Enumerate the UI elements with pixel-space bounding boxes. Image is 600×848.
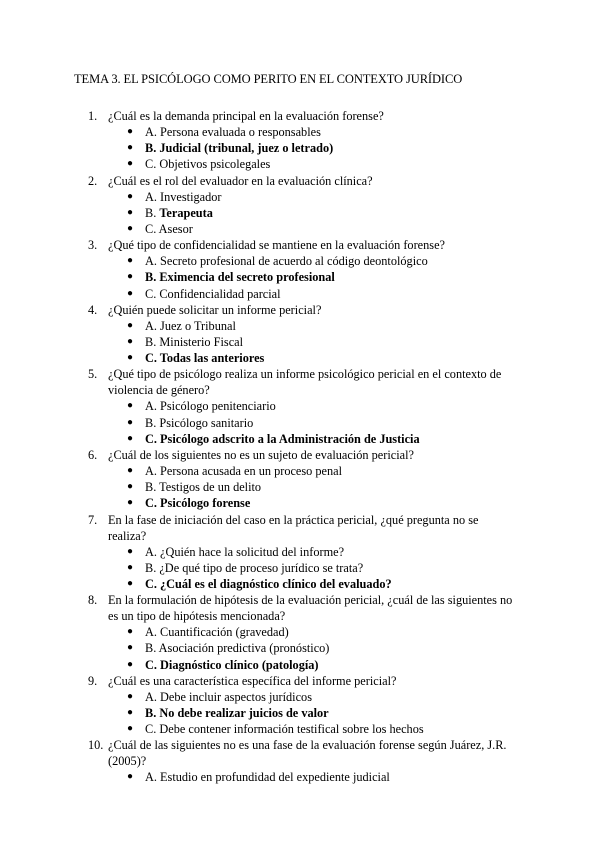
option-text: C. Psicólogo forense [145, 496, 251, 511]
option-text: B. No debe realizar juicios de valor [145, 706, 329, 721]
option-item [0, 189, 600, 205]
bullet-icon: ● [127, 578, 134, 590]
option-text: B. Psicólogo sanitario [145, 415, 254, 430]
bullet-icon: ● [127, 223, 134, 235]
option-item [0, 334, 600, 350]
question-text: En la formulación de hipótesis de la evaluación pericial, ¿cuál de las siguientes no es un tipo de hipótesis mencionada? [108, 593, 513, 624]
option-text: B. Asociación predictiva (pronóstico) [145, 641, 330, 656]
bullet-icon: ● [127, 190, 134, 202]
option-text: C. ¿Cuál es el diagnóstico clínico del evaluado? [145, 577, 392, 592]
question-item [0, 512, 600, 593]
option-text: A. ¿Quién hace la solicitud del informe? [145, 544, 345, 559]
option-item-correct [0, 350, 600, 366]
option-item [0, 560, 600, 576]
option-item-correct [0, 205, 600, 221]
question-text: ¿Cuál de los siguientes no es un sujeto de evaluación pericial? [108, 448, 414, 463]
option-list [0, 689, 600, 738]
question-text: ¿Quién puede solicitar un informe pericial? [108, 302, 322, 317]
option-item-correct [0, 431, 600, 447]
bullet-icon: ● [127, 771, 134, 783]
option-text: C. Objetivos psicolegales [145, 157, 271, 172]
bullet-icon: ● [127, 642, 134, 654]
option-item [0, 415, 600, 431]
option-text: B. Ministerio Fiscal [145, 335, 244, 350]
option-text: B. ¿De qué tipo de proceso jurídico se trata? [145, 560, 364, 575]
question-number: 4. [88, 302, 98, 317]
page-title: TEMA 3. EL PSICÓLOGO COMO PERITO EN EL CONTEXTO JURÍDICO [74, 72, 463, 86]
question-number: 2. [88, 173, 98, 188]
option-item [0, 479, 600, 495]
question-number: 8. [88, 593, 98, 608]
option-list [0, 463, 600, 512]
option-list [0, 398, 600, 447]
option-text: B. Eximencia del secreto profesional [145, 270, 335, 285]
bullet-icon: ● [127, 142, 134, 154]
bullet-icon: ● [127, 690, 134, 702]
option-text: A. Estudio en profundidad del expediente judicial [145, 770, 390, 785]
question-text: ¿Cuál es el rol del evaluador en la evaluación clínica? [108, 173, 373, 188]
option-text: A. Debe incluir aspectos jurídicos [145, 689, 312, 704]
question-number: 10. [88, 738, 104, 753]
option-list [0, 318, 600, 367]
option-text: A. Cuantificación (gravedad) [145, 625, 289, 640]
question-text: ¿Qué tipo de confidencialidad se mantiene en la evaluación forense? [108, 238, 445, 253]
bullet-icon: ● [127, 481, 134, 493]
bullet-icon: ● [127, 626, 134, 638]
option-text: C. Asesor [145, 222, 193, 237]
question-text: En la fase de iniciación del caso en la práctica pericial, ¿qué pregunta no se realiza? [108, 512, 479, 543]
option-item [0, 398, 600, 414]
option-text: A. Persona acusada en un proceso penal [145, 464, 343, 479]
option-text: C. Debe contener información testifical sobre los hechos [145, 722, 424, 737]
bullet-icon: ● [127, 432, 134, 444]
option-list [0, 769, 600, 785]
question-item [0, 737, 600, 785]
bullet-icon: ● [127, 545, 134, 557]
option-item [0, 769, 600, 785]
option-item [0, 640, 600, 656]
question-number: 6. [88, 448, 98, 463]
question-item [0, 592, 600, 673]
option-text: C. Confidencialidad parcial [145, 286, 281, 301]
question-item [0, 302, 600, 367]
bullet-icon: ● [127, 658, 134, 670]
question-item [0, 237, 600, 302]
question-number: 1. [88, 109, 98, 123]
option-item-correct [0, 576, 600, 592]
bullet-icon: ● [127, 287, 134, 299]
question-item [0, 108, 600, 173]
option-item-correct [0, 657, 600, 673]
option-text: C. Todas las anteriores [145, 351, 265, 366]
question-item [0, 673, 600, 738]
option-item [0, 318, 600, 334]
option-text: A. Secreto profesional de acuerdo al código deontológico [145, 254, 428, 269]
option-text: A. Juez o Tribunal [145, 318, 236, 333]
option-item-correct [0, 269, 600, 285]
question-number: 3. [88, 238, 98, 253]
option-item [0, 544, 600, 560]
bullet-icon: ● [127, 206, 134, 218]
option-item [0, 721, 600, 737]
option-answer: Terapeuta [159, 205, 213, 220]
bullet-icon: ● [127, 416, 134, 428]
option-item [0, 124, 600, 140]
bullet-icon: ● [127, 271, 134, 283]
option-item [0, 689, 600, 705]
option-item-correct [0, 705, 600, 721]
question-item [0, 447, 600, 512]
option-item [0, 286, 600, 302]
option-text: A. Persona evaluada o responsables [145, 125, 321, 139]
option-list [0, 253, 600, 302]
option-list [0, 624, 600, 673]
question-text: ¿Cuál es la demanda principal en la evaluación forense? [108, 109, 384, 123]
option-text: B. Judicial (tribunal, juez o letrado) [145, 141, 334, 156]
question-text: ¿Cuál de las siguientes no es una fase de la evaluación forense según Juárez, J.R. (2005)? [108, 738, 507, 769]
option-prefix: B. [145, 205, 160, 220]
bullet-icon: ● [127, 465, 134, 477]
question-list [0, 108, 600, 786]
bullet-icon: ● [127, 336, 134, 348]
bullet-icon: ● [127, 400, 134, 412]
question-item [0, 366, 600, 447]
bullet-icon: ● [127, 723, 134, 735]
option-item [0, 253, 600, 269]
bullet-icon: ● [127, 255, 134, 267]
option-text: B. Testigos de un delito [145, 480, 262, 495]
bullet-icon: ● [127, 352, 134, 364]
bullet-icon: ● [127, 497, 134, 509]
option-text: A. Psicólogo penitenciario [145, 399, 276, 414]
option-item [0, 463, 600, 479]
question-number: 7. [88, 512, 98, 527]
option-text: C. Psicólogo adscrito a la Administración de Justicia [145, 431, 420, 446]
bullet-icon: ● [127, 126, 134, 137]
option-item-correct [0, 495, 600, 511]
question-text: ¿Qué tipo de psicólogo realiza un informe psicológico pericial en el contexto de violencia de género? [108, 367, 502, 398]
option-text: A. Investigador [145, 189, 222, 204]
question-item [0, 173, 600, 238]
option-item [0, 221, 600, 237]
bullet-icon: ● [127, 319, 134, 331]
option-item [0, 624, 600, 640]
option-list [0, 544, 600, 593]
option-item-correct [0, 140, 600, 156]
question-number: 5. [88, 367, 98, 382]
option-text: C. Diagnóstico clínico (patología) [145, 657, 319, 672]
question-text: ¿Cuál es una característica específica del informe pericial? [108, 673, 397, 688]
option-item [0, 156, 600, 172]
bullet-icon: ● [127, 158, 134, 170]
bullet-icon: ● [127, 707, 134, 719]
question-number: 9. [88, 673, 98, 688]
option-list [0, 124, 600, 173]
option-list [0, 189, 600, 238]
bullet-icon: ● [127, 561, 134, 573]
